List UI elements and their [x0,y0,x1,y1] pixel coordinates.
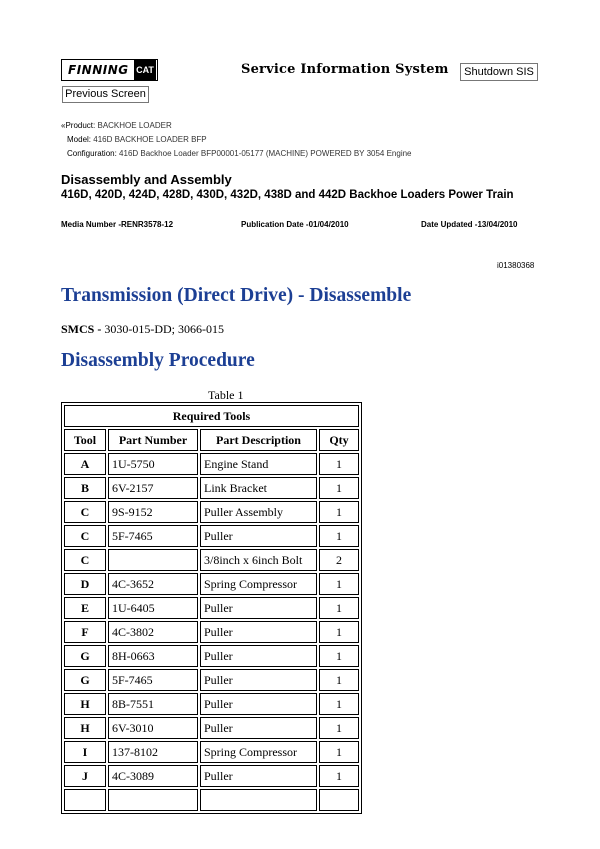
table-row [64,669,359,691]
column-header-tool: Tool [64,429,106,451]
cell-part-description: Link Bracket [200,477,317,499]
table-row [64,549,359,571]
smcs-label: SMCS - [61,322,102,336]
table-row [64,717,359,739]
media-number: Media Number -RENR3578-12 [61,220,174,229]
cell-tool: I [64,741,106,763]
table-row [64,525,359,547]
table-caption: Table 1 [208,388,244,402]
product-value: BACKHOE LOADER [97,121,172,130]
table-row [64,693,359,715]
cell-part-number: 8B-7551 [108,693,198,715]
cell-qty: 1 [319,621,359,643]
procedure-heading: Disassembly Procedure [61,350,255,371]
date-updated: Date Updated -13/04/2010 [421,220,518,229]
cell-part-number: 4C-3802 [108,621,198,643]
cell-part-number [108,549,198,571]
cell-qty: 1 [319,765,359,787]
cell-tool [64,789,106,811]
model-line [67,135,207,144]
cell-qty: 1 [319,669,359,691]
cell-tool: H [64,717,106,739]
cell-part-description: Spring Compressor [200,573,317,595]
cell-tool: G [64,669,106,691]
smcs-line [61,322,224,337]
cell-part-number: 1U-6405 [108,597,198,619]
table-row [64,453,359,475]
configuration-line [67,149,412,158]
document-subtitle: 416D, 420D, 424D, 428D, 430D, 432D, 438D and 442D Backhoe Loaders Power Train [61,189,514,201]
cell-part-description [200,789,317,811]
cell-tool: F [64,621,106,643]
cell-tool: E [64,597,106,619]
column-header-part-number: Part Number [108,429,198,451]
cell-part-description: Puller [200,645,317,667]
table-row [64,477,359,499]
configuration-label: Configuration: [67,149,117,158]
cell-tool: A [64,453,106,475]
cell-part-description: Puller [200,669,317,691]
cell-tool: C [64,525,106,547]
cell-tool: D [64,573,106,595]
cat-badge: CAT [134,60,156,80]
cell-tool: C [64,549,106,571]
page-title: Transmission (Direct Drive) - Disassemble [61,285,412,306]
cell-part-description: Puller [200,693,317,715]
cell-part-number: 8H-0663 [108,645,198,667]
column-header-part-description: Part Description [200,429,317,451]
cell-qty: 1 [319,693,359,715]
cell-tool: H [64,693,106,715]
previous-screen-button[interactable]: Previous Screen [62,86,149,103]
table-row [64,741,359,763]
table-row [64,621,359,643]
cell-part-number: 4C-3652 [108,573,198,595]
cell-part-number [108,789,198,811]
cell-qty: 1 [319,525,359,547]
cell-part-number: 137-8102 [108,741,198,763]
product-line [61,121,172,130]
configuration-value: 416D Backhoe Loader BFP00001-05177 (MACHINE) POWERED BY 3054 Engine [119,149,412,158]
cell-part-number: 5F-7465 [108,525,198,547]
cell-part-description: Puller [200,765,317,787]
cell-qty: 1 [319,717,359,739]
cell-tool: C [64,501,106,523]
cell-qty: 1 [319,453,359,475]
cell-part-number: 5F-7465 [108,669,198,691]
cell-part-number: 1U-5750 [108,453,198,475]
publication-date: Publication Date -01/04/2010 [241,220,349,229]
cell-part-number: 6V-2157 [108,477,198,499]
cell-part-description: Puller [200,621,317,643]
required-tools-table-wrapper [61,402,362,849]
cell-part-number: 9S-9152 [108,501,198,523]
cell-tool: G [64,645,106,667]
cell-qty: 1 [319,573,359,595]
logo-text: FINNING [68,63,129,77]
cell-tool: J [64,765,106,787]
table-row [64,645,359,667]
cell-part-description: Puller [200,597,317,619]
table-title: Required Tools [64,405,359,427]
table-row [64,501,359,523]
section-heading: Disassembly and Assembly [61,172,232,187]
cell-part-description: Engine Stand [200,453,317,475]
table-header-row [64,429,359,451]
model-value: 416D BACKHOE LOADER BFP [93,135,207,144]
table-row [64,765,359,787]
cell-qty: 2 [319,549,359,571]
cell-part-description: Puller Assembly [200,501,317,523]
shutdown-sis-button[interactable]: Shutdown SIS [460,63,538,81]
document-id: i01380368 [497,261,535,270]
cell-qty: 1 [319,741,359,763]
cell-part-number: 6V-3010 [108,717,198,739]
cell-qty [319,789,359,811]
cell-qty: 1 [319,501,359,523]
system-title: Service Information System [241,62,449,77]
finning-cat-logo [61,59,158,81]
column-header-qty: Qty [319,429,359,451]
product-label: «Product: [61,121,96,130]
smcs-value: 3030-015-DD; 3066-015 [101,322,224,336]
cell-tool: B [64,477,106,499]
cell-part-number: 4C-3089 [108,765,198,787]
required-tools-table [61,402,362,814]
table-row [64,573,359,595]
table-row [64,789,359,811]
cell-part-description: Puller [200,717,317,739]
cell-qty: 1 [319,597,359,619]
cell-part-description: 3/8inch x 6inch Bolt [200,549,317,571]
cell-part-description: Spring Compressor [200,741,317,763]
cell-qty: 1 [319,645,359,667]
table-row [64,597,359,619]
cell-qty: 1 [319,477,359,499]
cell-part-description: Puller [200,525,317,547]
model-label: Model: [67,135,92,144]
